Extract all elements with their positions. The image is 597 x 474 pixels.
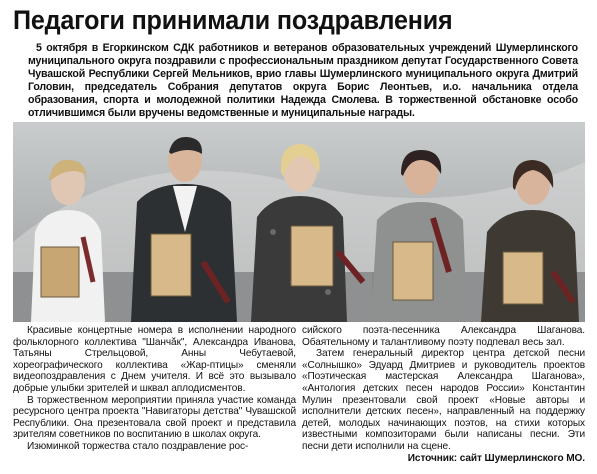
paragraph: Затем генеральный директор центра детской песни «Солнышко» Эдуард Дмитриев и руководитель проектов «Поэтическая мастерская Александра Шаганова», «Антология детских песен народов России» Константин Мулин презентовали свой проект «Новые авторы и исполнители детских песен», направленный на поддержку детей, молодых начинающих поэтов, на стихи которых известными композиторами были написаны песни. Эти песни дети исполнили на сцене.	[302, 348, 585, 452]
article-headline: Педагоги принимали поздравления	[13, 5, 453, 35]
article-column-right	[302, 325, 585, 464]
paragraph: сийского поэта-песенника Александра Шаганова. Обаятельному и талантливому поэту подпевал весь зал.	[302, 325, 585, 348]
source-credit: Источник: сайт Шумерлинского МО.	[407, 452, 585, 464]
paragraph: В торжественном мероприятии приняла участие команда ресурсного центра проекта "Навигаторы детства" Чувашской Республики. Она презентовала свой проект и представила зрителям советников по воспитанию в школах округа.	[13, 394, 296, 441]
article-photo	[13, 122, 585, 322]
group-photo-image	[13, 122, 585, 322]
article-lead: 5 октября в Егоркинском СДК работников и ветеранов образовательных учреждений Шумерлинского муниципального округа поздравили с профессиональным праздником депутат Государственного Совета Чувашской Республики Сергей Мельников, врио главы Шумерлинского муниципального округа Дмитрий Головин, председатель Собрания депутатов округа Борис Леонтьев, и.о. начальника отдела образования, спорта и молодежной политики Надежда Смолева. В торжественной обстановке особо отличившимся были вручены ведомственные и муниципальные награды.	[28, 42, 578, 119]
paragraph: Изюминкой торжества стало поздравление рос-	[27, 440, 249, 452]
paragraph: Красивые концертные номера в исполнении народного фольклорного коллектива "Шанчӑк", Александра Иванова, Татьяны Стрельцовой, Анны Чебутаевой, хореографического коллектива «Жар-птицы» сменяли видеопоздравления с Днем учителя. И всё это вызывало добрые улыбки зрителей и шквал аплодисментов.	[13, 325, 296, 394]
article-column-left	[13, 325, 296, 453]
